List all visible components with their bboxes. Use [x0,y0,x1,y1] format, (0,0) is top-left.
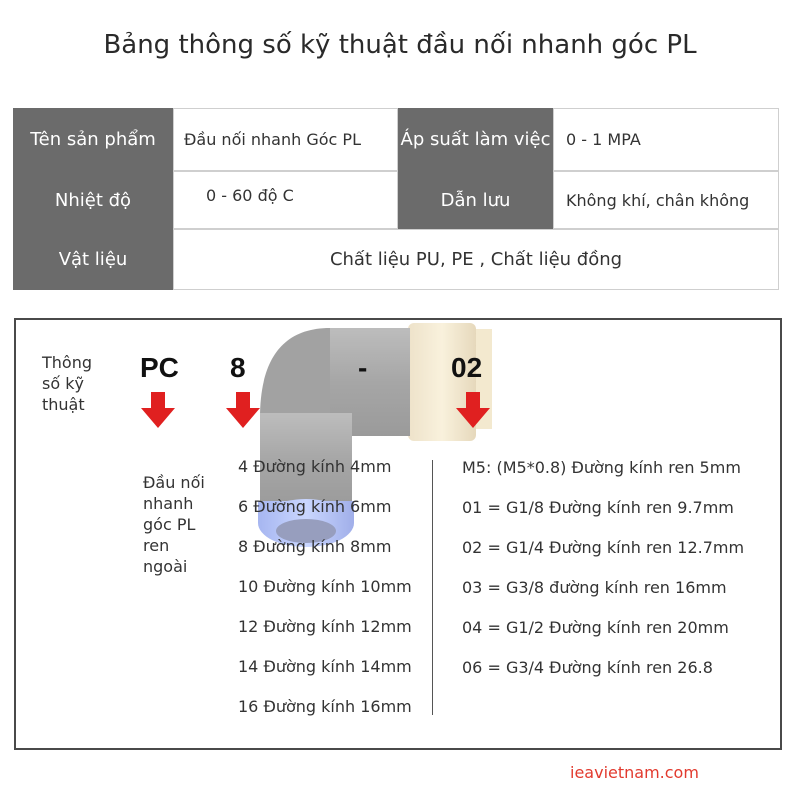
spec-code-label: Thông số kỹ thuật [42,353,92,414]
code-part-series: PC [140,352,179,383]
spec-label: Dẫn lưu [398,171,553,229]
list-item: 8 Đường kính 8mm [238,537,392,556]
thread-list [462,455,744,695]
list-item: 01 = G1/8 Đường kính ren 9.7mm [462,498,734,517]
spec-value: Không khí, chân không [553,171,779,229]
page-title: Bảng thông số kỹ thuật đầu nối nhanh góc PL [103,30,697,60]
spec-label: Áp suất làm việc [398,108,553,171]
list-item: 10 Đường kính 10mm [238,577,412,596]
spec-row [13,108,779,171]
list-item: 06 = G3/4 Đường kính ren 26.8 [462,658,713,677]
code-part-size: 8 [230,352,246,383]
spec-table [13,108,779,290]
list-item: 4 Đường kính 4mm [238,457,392,476]
spec-row [13,229,779,290]
code-part-thread: 02 [451,352,483,383]
spec-row [13,171,779,229]
website-link[interactable]: ieavietnam.com [570,763,699,782]
arrow-down-icon [226,392,260,428]
list-item: 03 = G3/8 đường kính ren 16mm [462,578,727,597]
list-item: 12 Đường kính 12mm [238,617,412,636]
size-list [238,455,412,735]
spec-label: Nhiệt độ [13,171,173,229]
spec-value: Đầu nối nhanh Góc PL [173,108,398,171]
list-item: 02 = G1/4 Đường kính ren 12.7mm [462,538,745,557]
arrow-down-icon [456,392,490,428]
spec-value: 0 - 60 độ C [173,171,398,229]
spec-label: Vật liệu [13,229,173,290]
list-item: 14 Đường kính 14mm [238,657,412,676]
list-item: M5: (M5*0.8) Đường kính ren 5mm [462,458,741,477]
arrow-down-icon [141,392,175,428]
spec-label: Tên sản phẩm [13,108,173,171]
spec-value: Chất liệu PU, PE , Chất liệu đồng [173,229,779,290]
list-item: 6 Đường kính 6mm [238,497,392,516]
spec-value: 0 - 1 MPA [553,108,779,171]
code-part-dash: - [358,352,368,383]
list-item: 16 Đường kính 16mm [238,697,412,716]
series-description: Đầu nối nhanh góc PL ren ngoài [143,473,205,576]
divider [432,460,433,715]
list-item: 04 = G1/2 Đường kính ren 20mm [462,618,729,637]
